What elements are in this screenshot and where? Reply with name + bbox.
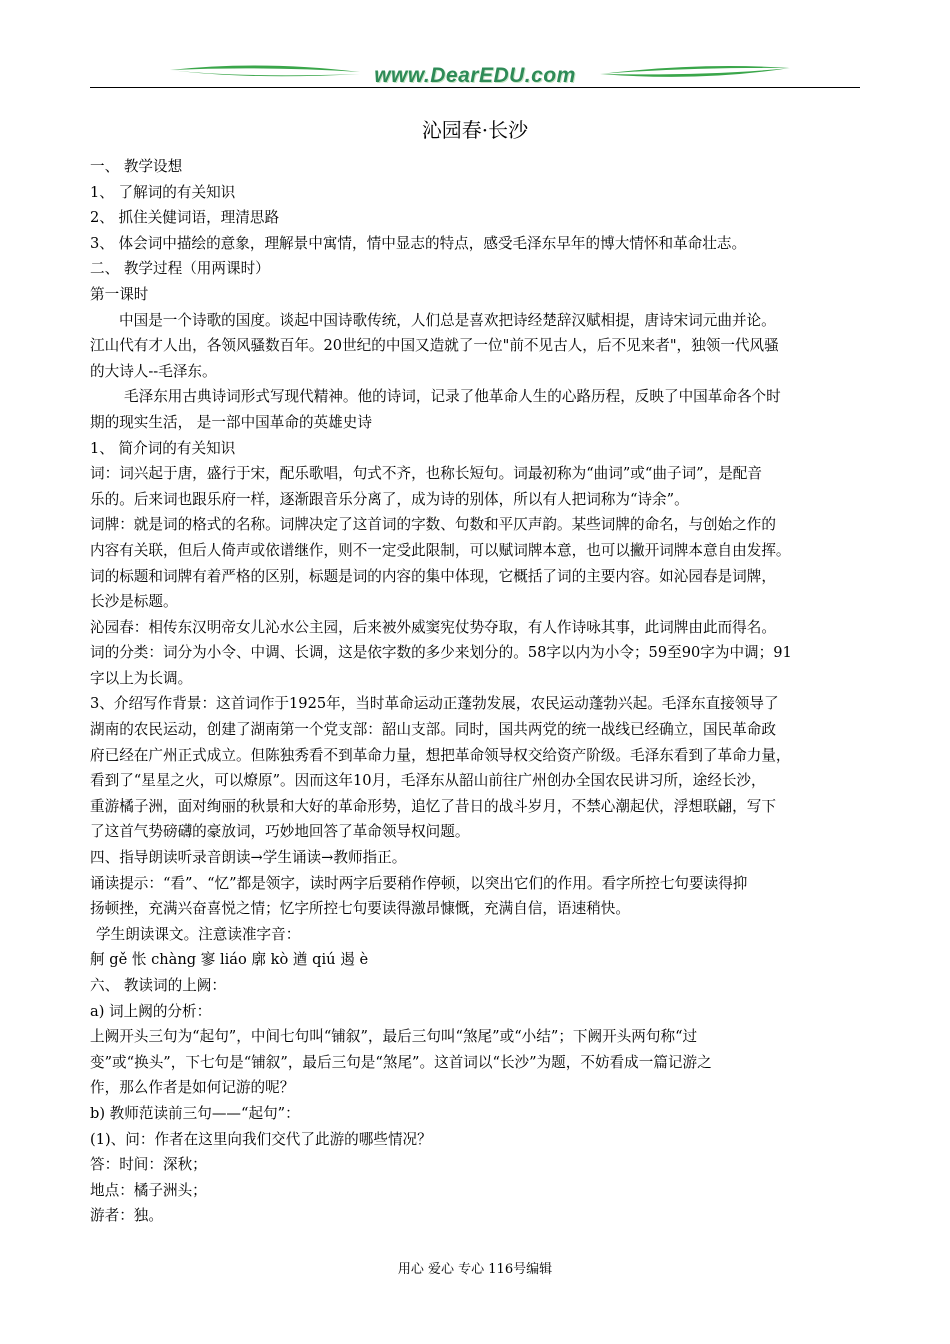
text-line: 看到了“星星之火，可以燎原”。因而这年10月，毛泽东从韶山前往广州创办全国农民讲习所，途经长沙， — [90, 772, 766, 790]
text-line: 1、 了解词的有关知识 — [90, 183, 236, 201]
text-line: 1、 简介词的有关知识 — [90, 439, 236, 457]
text-line: 扬顿挫，充满兴奋喜悦之情；忆字所控七句要读得激昂慷慨，充满自信，语速稍快。 — [90, 900, 630, 918]
text-line: 了这首气势磅礴的豪放词，巧妙地回答了革命领导权问题。 — [90, 823, 470, 841]
text-line: 的大诗人--毛泽东。 — [90, 362, 217, 380]
text-line: a) 词上阙的分析： — [90, 1002, 212, 1020]
text-line: 长沙是标题。 — [90, 593, 178, 611]
site-logo-text: www.DearEDU.com — [374, 64, 576, 87]
text-line: 四、指导朗读听录音朗读→学生诵读→教师指正。 — [90, 849, 407, 867]
text-line: 乐的。后来词也跟乐府一样，逐渐跟音乐分离了，成为诗的别体，所以有人把词称为“诗余”。 — [90, 490, 689, 508]
text-line: 词的分类：词分为小令、中调、长调，这是依字数的多少来划分的。58字以内为小令；59至90字为中调；91 — [90, 644, 792, 662]
text-line: 沁园春：相传东汉明帝女儿沁水公主园，后来被外威窦宪仗势夺取，有人作诗咏其事，此词牌由此而得名。 — [90, 618, 776, 636]
text-line: 二、 教学过程（用两课时） — [90, 260, 270, 278]
text-line: 3、 体会词中描绘的意象，理解景中寓情，情中显志的特点，感受毛泽东早年的博大情怀和革命壮志。 — [90, 234, 747, 252]
document-body — [90, 154, 865, 1229]
text-line: 上阙开头三句为“起句”，中间七句叫“铺叙”，最后三句叫“煞尾”或“小结”；下阙开头两句称“过 — [90, 1028, 698, 1046]
text-line: 词：词兴起于唐，盛行于宋，配乐歌唱，句式不齐，也称长短句。词最初称为“曲词”或“曲子词”，是配音 — [90, 465, 762, 483]
text-line: 期的现实生活， 是一部中国革命的英雄史诗 — [90, 413, 372, 431]
text-line: 词的标题和词牌有着严格的区别，标题是词的内容的集中体现，它概括了词的主要内容。如沁园春是词牌， — [90, 567, 776, 585]
text-line: 诵读提示：“看”、“忆”都是领字，读时两字后要稍作停顿，以突出它们的作用。看字所控七句要读得抑 — [90, 874, 748, 892]
text-line: 毛泽东用古典诗词形式写现代精神。他的诗词，记录了他革命人生的心路历程，反映了中国革命各个时 — [124, 388, 781, 406]
text-line: 答：时间：深秋； — [90, 1156, 207, 1174]
text-line: b) 教师范读前三句——“起句”： — [90, 1104, 300, 1122]
text-line: 字以上为长调。 — [90, 669, 193, 687]
text-line: 中国是一个诗歌的国度。谈起中国诗歌传统，人们总是喜欢把诗经楚辞汉赋相提，唐诗宋词元曲并论。 — [119, 311, 776, 329]
page-header — [90, 58, 860, 92]
text-line: 地点：橘子洲头； — [90, 1181, 207, 1199]
text-line: 变”或“换头”，下七句是“铺叙”，最后三句是“煞尾”。这首词以“长沙”为题，不妨看成一篇记游之 — [90, 1053, 712, 1071]
header-rule — [90, 87, 860, 88]
text-line: 3、介绍写作背景：这首词作于1925年，当时革命运动正蓬勃发展，农民运动蓬勃兴起。毛泽东直接领导了 — [90, 695, 779, 713]
text-line: 第一课时 — [90, 285, 149, 303]
text-line: 内容有关联，但后人倚声或依谱继作，则不一定受此限制，可以赋词牌本意，也可以撇开词牌本意自由发挥。 — [90, 541, 791, 559]
text-line: 学生朗读课文。注意读准字音： — [96, 925, 301, 943]
text-line: 作，那么作者是如何记游的呢？ — [90, 1079, 295, 1097]
text-line: (1)、问：作者在这里向我们交代了此游的哪些情况？ — [90, 1130, 432, 1148]
text-line: 江山代有才人出，各领风骚数百年。20世纪的中国又造就了一位"前不见古人，后不见来者"，独领一代风骚 — [90, 337, 779, 355]
text-line: 游者：独。 — [90, 1207, 163, 1225]
page-title: 沁园春·长沙 — [421, 118, 529, 142]
text-line: 六、 教读词的上阙： — [90, 977, 226, 994]
text-line: 一、 教学设想 — [90, 158, 183, 175]
page-footer: 用心 爱心 专心 116号编辑 — [397, 1262, 553, 1277]
text-line: 2、 抓住关健词语，理清思路 — [90, 209, 280, 227]
text-line: 府已经在广州正式成立。但陈独秀看不到革命力量，想把革命领导权交给资产阶级。毛泽东看到了革命力量， — [90, 746, 791, 764]
text-line: 舸 gě 怅 chàng 寥 liáo 廓 kò 遒 qiú 遏 è — [90, 951, 369, 969]
text-line: 湖南的农民运动，创建了湖南第一个党支部：韶山支部。同时，国共两党的统一战线已经确立，国民革命政 — [90, 721, 776, 739]
text-line: 词牌：就是词的格式的名称。词牌决定了这首词的字数、句数和平仄声韵。某些词牌的命名，与创始之作的 — [90, 516, 776, 534]
text-line: 重游橘子洲，面对绚丽的秋景和大好的革命形势，追忆了昔日的战斗岁月，不禁心潮起伏，浮想联翩，写下 — [90, 797, 776, 815]
